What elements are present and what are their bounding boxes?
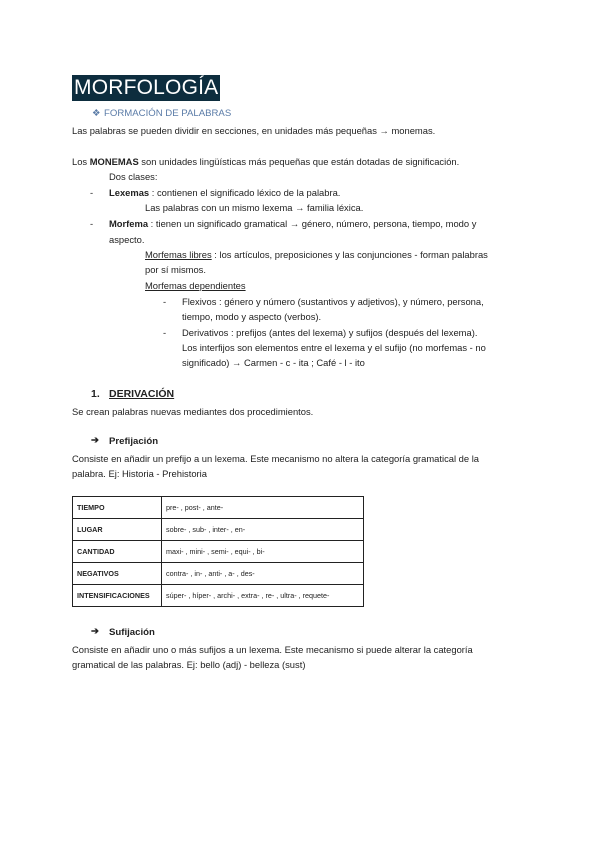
sufijacion-text-line2: gramatical de las palabras. Ej: bello (adj) - belleza (sust) (72, 659, 306, 670)
monemas-term: MONEMAS (89, 156, 139, 167)
monemas-definition-text: son unidades lingüísticas más pequeñas que están dotadas de significación. (138, 156, 460, 167)
formacion-heading-text: FORMACIÓN DE PALABRAS (104, 108, 232, 119)
table-row (73, 497, 364, 519)
morfema-term: Morfema (109, 218, 149, 229)
prefijacion-text-line1: Consiste en añadir un prefijo a un lexema. Este mecanismo no altera la categoría gramatical de la (72, 453, 479, 464)
table-category: NEGATIVOS (73, 563, 162, 585)
table-prefixes: sobre- , sub- , inter- , en- (162, 519, 364, 541)
sufijacion-text-line1: Consiste en añadir uno o más sufijos a un lexema. Este mecanismo si puede alterar la categoría (72, 644, 473, 655)
table-row (73, 563, 364, 585)
diamond-bullet-icon: ❖ (92, 108, 101, 119)
prefijacion-text-line2: palabra. Ej: Historia - Prehistoria (72, 468, 207, 479)
derivacion-heading: DERIVACIÓN (109, 388, 175, 400)
lexemas-text: : contienen el significado léxico de la palabra. (149, 187, 341, 198)
flexivos-line1: Flexivos : género y número (sustantivos y adjetivos), y número, persona, (182, 296, 484, 307)
lexemas-note: Las palabras con un mismo lexema → familia léxica. (145, 202, 364, 213)
sufijacion-heading: Sufijación (109, 627, 155, 638)
table-prefixes: súper- , híper- , archi- , extra- , re- , ultra- , requete- (162, 585, 364, 607)
derivacion-intro: Se crean palabras nuevas mediantes dos procedimientos. (72, 406, 314, 417)
lexemas-term: Lexemas (109, 187, 150, 198)
table-prefixes: contra- , in- , anti- , a- , des- (162, 563, 364, 585)
table-category: LUGAR (73, 519, 162, 541)
morfemas-libres-text: : los artículos, preposiciones y las conjunciones - forman palabras (211, 249, 488, 260)
table-row (73, 585, 364, 607)
prefix-table (72, 496, 364, 607)
monemas-lead: Los (72, 156, 90, 167)
lexemas-dash: - (90, 187, 94, 198)
prefijacion-arrow-icon: ➔ (91, 435, 100, 446)
derivativos-dash: - (163, 327, 167, 338)
derivacion-number: 1. (91, 388, 100, 400)
lexemas-item (109, 186, 340, 199)
table-row (73, 519, 364, 541)
table-prefixes: pre- , post- , ante- (162, 497, 364, 519)
morfemas-libres (145, 248, 488, 261)
table-category: CANTIDAD (73, 541, 162, 563)
table-prefixes: maxi- , mini- , semi- , equi- , bi- (162, 541, 364, 563)
classes-label: Dos clases: (109, 171, 158, 182)
monemas-definition (72, 155, 459, 168)
sufijacion-arrow-icon: ➔ (91, 626, 100, 637)
formacion-intro: Las palabras se pueden dividir en secciones, en unidades más pequeñas → monemas. (72, 125, 436, 136)
morfemas-libres-line2: por sí mismos. (145, 264, 206, 275)
table-row (73, 541, 364, 563)
derivativos-line3: significado) → Carmen - c - ita ; Café - l - ito (182, 357, 365, 368)
derivativos-line1: Derivativos : prefijos (antes del lexema) y sufijos (después del lexema). (182, 327, 478, 338)
morfema-item (109, 217, 476, 230)
morfema-text-line2: aspecto. (109, 234, 145, 245)
morfemas-libres-term: Morfemas libres (145, 249, 212, 260)
morfema-text-line1: : tienen un significado gramatical → género, número, persona, tiempo, modo y (148, 218, 477, 229)
flexivos-line2: tiempo, modo y aspecto (verbos). (182, 311, 322, 322)
flexivos-dash: - (163, 296, 167, 307)
morfemas-dependientes-term: Morfemas dependientes (145, 280, 246, 291)
section-formacion-heading (92, 107, 231, 120)
table-category: INTENSIFICACIONES (73, 585, 162, 607)
derivativos-line2: Los interfijos son elementos entre el lexema y el sufijo (no morfemas - no (182, 342, 486, 353)
page-title: MORFOLOGÍA (74, 76, 219, 99)
table-category: TIEMPO (73, 497, 162, 519)
morfema-dash: - (90, 218, 94, 229)
prefijacion-heading: Prefijación (109, 436, 159, 447)
